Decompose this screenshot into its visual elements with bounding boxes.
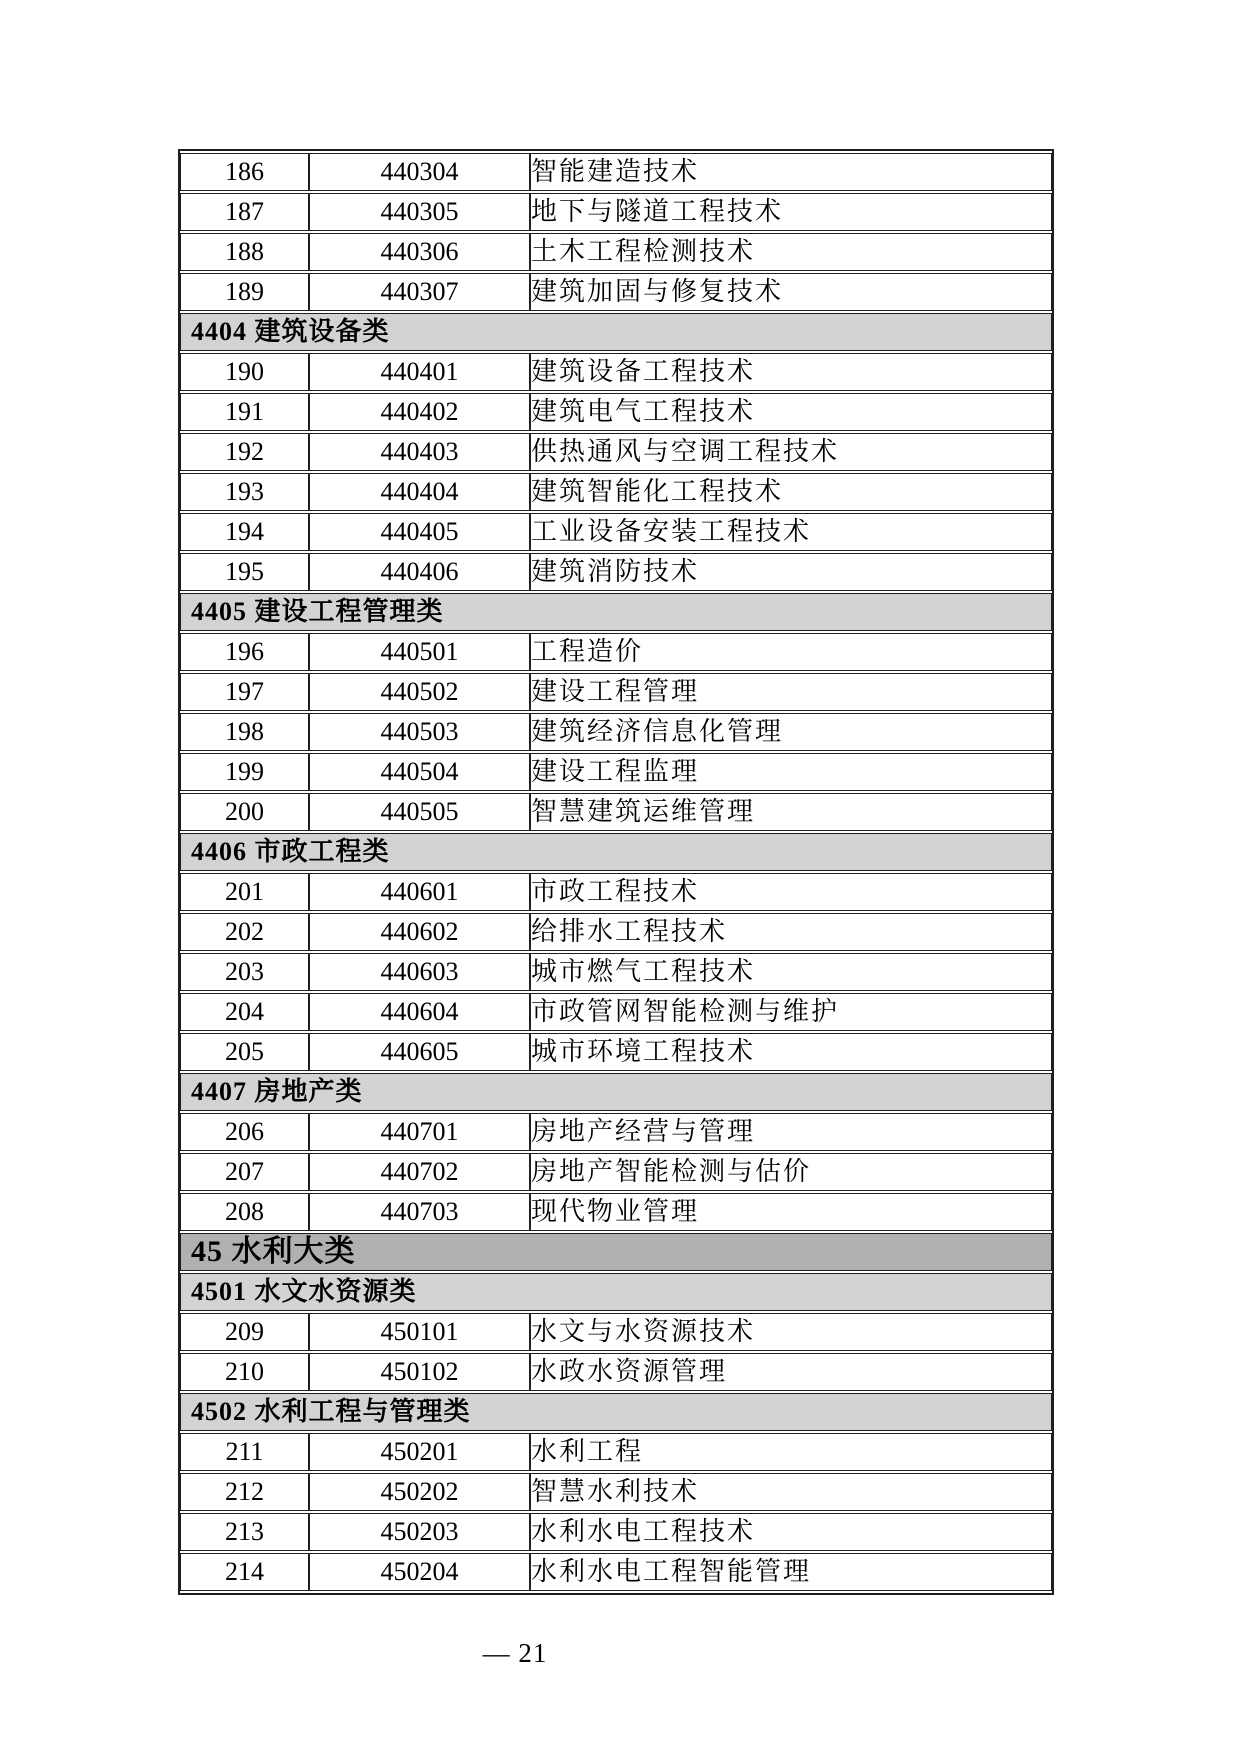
code-cell: 440306 <box>309 233 530 271</box>
code-cell: 440602 <box>309 913 530 951</box>
seq-cell: 193 <box>180 473 309 511</box>
code-cell: 450201 <box>309 1433 530 1471</box>
page-footer <box>0 1638 1030 1669</box>
table-row <box>180 953 1052 991</box>
seq-cell: 202 <box>180 913 309 951</box>
code-cell: 440401 <box>309 353 530 391</box>
table-row <box>180 273 1052 311</box>
category-header-row <box>180 313 1052 351</box>
seq-cell: 207 <box>180 1153 309 1191</box>
code-cell: 440404 <box>309 473 530 511</box>
major-name-cell: 工程造价 <box>530 633 1052 671</box>
table-row <box>180 1353 1052 1391</box>
major-name-cell: 市政管网智能检测与维护 <box>530 993 1052 1031</box>
major-name-cell: 房地产经营与管理 <box>530 1113 1052 1151</box>
majors-table-body <box>180 153 1052 1591</box>
seq-cell: 199 <box>180 753 309 791</box>
major-name-cell: 土木工程检测技术 <box>530 233 1052 271</box>
major-name-cell: 房地产智能检测与估价 <box>530 1153 1052 1191</box>
major-name-cell: 城市环境工程技术 <box>530 1033 1052 1071</box>
category-header-row <box>180 593 1052 631</box>
seq-cell: 205 <box>180 1033 309 1071</box>
seq-cell: 204 <box>180 993 309 1031</box>
seq-cell: 214 <box>180 1553 309 1591</box>
table-row <box>180 1313 1052 1351</box>
table-row <box>180 1513 1052 1551</box>
code-cell: 440406 <box>309 553 530 591</box>
table-row <box>180 993 1052 1031</box>
table-row <box>180 233 1052 271</box>
seq-cell: 213 <box>180 1513 309 1551</box>
major-name-cell: 智慧水利技术 <box>530 1473 1052 1511</box>
seq-cell: 187 <box>180 193 309 231</box>
table-row <box>180 1433 1052 1471</box>
major-name-cell: 智慧建筑运维管理 <box>530 793 1052 831</box>
category-header-label: 4406 市政工程类 <box>180 833 1052 871</box>
category-header-row <box>180 1273 1052 1311</box>
table-row <box>180 1113 1052 1151</box>
table-row <box>180 1553 1052 1591</box>
code-cell: 440304 <box>309 153 530 191</box>
major-name-cell: 建筑设备工程技术 <box>530 353 1052 391</box>
code-cell: 440501 <box>309 633 530 671</box>
code-cell: 450202 <box>309 1473 530 1511</box>
category-header-label: 4405 建设工程管理类 <box>180 593 1052 631</box>
major-name-cell: 建筑电气工程技术 <box>530 393 1052 431</box>
seq-cell: 201 <box>180 873 309 911</box>
major-name-cell: 建筑智能化工程技术 <box>530 473 1052 511</box>
table-row <box>180 1473 1052 1511</box>
table-row <box>180 1033 1052 1071</box>
major-name-cell: 建设工程管理 <box>530 673 1052 711</box>
seq-cell: 210 <box>180 1353 309 1391</box>
category-header-label: 4407 房地产类 <box>180 1073 1052 1111</box>
category-header-label: 4502 水利工程与管理类 <box>180 1393 1052 1431</box>
seq-cell: 189 <box>180 273 309 311</box>
code-cell: 450102 <box>309 1353 530 1391</box>
major-name-cell: 智能建造技术 <box>530 153 1052 191</box>
code-cell: 440605 <box>309 1033 530 1071</box>
major-name-cell: 建筑加固与修复技术 <box>530 273 1052 311</box>
code-cell: 440405 <box>309 513 530 551</box>
category-header-row <box>180 833 1052 871</box>
major-name-cell: 市政工程技术 <box>530 873 1052 911</box>
major-name-cell: 水利水电工程智能管理 <box>530 1553 1052 1591</box>
major-name-cell: 现代物业管理 <box>530 1193 1052 1231</box>
code-cell: 440702 <box>309 1153 530 1191</box>
code-cell: 440505 <box>309 793 530 831</box>
major-name-cell: 水政水资源管理 <box>530 1353 1052 1391</box>
seq-cell: 208 <box>180 1193 309 1231</box>
seq-cell: 188 <box>180 233 309 271</box>
seq-cell: 191 <box>180 393 309 431</box>
major-name-cell: 给排水工程技术 <box>530 913 1052 951</box>
code-cell: 440601 <box>309 873 530 911</box>
seq-cell: 192 <box>180 433 309 471</box>
table-row <box>180 753 1052 791</box>
code-cell: 440603 <box>309 953 530 991</box>
code-cell: 450204 <box>309 1553 530 1591</box>
table-row <box>180 193 1052 231</box>
category-header-label: 4404 建筑设备类 <box>180 313 1052 351</box>
majors-table <box>178 149 1054 1595</box>
major-name-cell: 水利工程 <box>530 1433 1052 1471</box>
category-header-label: 4501 水文水资源类 <box>180 1273 1052 1311</box>
table-row <box>180 913 1052 951</box>
table-row <box>180 393 1052 431</box>
seq-cell: 212 <box>180 1473 309 1511</box>
code-cell: 440305 <box>309 193 530 231</box>
table-row <box>180 353 1052 391</box>
seq-cell: 198 <box>180 713 309 751</box>
table-row <box>180 553 1052 591</box>
code-cell: 440701 <box>309 1113 530 1151</box>
major-header-row <box>180 1233 1052 1271</box>
code-cell: 440503 <box>309 713 530 751</box>
code-cell: 440403 <box>309 433 530 471</box>
seq-cell: 194 <box>180 513 309 551</box>
major-name-cell: 水文与水资源技术 <box>530 1313 1052 1351</box>
code-cell: 440307 <box>309 273 530 311</box>
seq-cell: 197 <box>180 673 309 711</box>
table-row <box>180 713 1052 751</box>
seq-cell: 195 <box>180 553 309 591</box>
major-name-cell: 建筑经济信息化管理 <box>530 713 1052 751</box>
seq-cell: 203 <box>180 953 309 991</box>
seq-cell: 200 <box>180 793 309 831</box>
code-cell: 440502 <box>309 673 530 711</box>
seq-cell: 190 <box>180 353 309 391</box>
table-row <box>180 673 1052 711</box>
seq-cell: 211 <box>180 1433 309 1471</box>
table-row <box>180 513 1052 551</box>
table-row <box>180 433 1052 471</box>
table-row <box>180 793 1052 831</box>
major-name-cell: 水利水电工程技术 <box>530 1513 1052 1551</box>
seq-cell: 209 <box>180 1313 309 1351</box>
page-number: — 21 <box>482 1638 548 1668</box>
code-cell: 450203 <box>309 1513 530 1551</box>
table-row <box>180 873 1052 911</box>
code-cell: 440504 <box>309 753 530 791</box>
table-row <box>180 633 1052 671</box>
major-header-label: 45 水利大类 <box>180 1233 1052 1271</box>
seq-cell: 186 <box>180 153 309 191</box>
major-name-cell: 工业设备安装工程技术 <box>530 513 1052 551</box>
table-row <box>180 473 1052 511</box>
code-cell: 440604 <box>309 993 530 1031</box>
category-header-row <box>180 1073 1052 1111</box>
table-row <box>180 1153 1052 1191</box>
major-name-cell: 城市燃气工程技术 <box>530 953 1052 991</box>
table-row <box>180 1193 1052 1231</box>
code-cell: 440703 <box>309 1193 530 1231</box>
table-row <box>180 153 1052 191</box>
code-cell: 450101 <box>309 1313 530 1351</box>
major-name-cell: 建设工程监理 <box>530 753 1052 791</box>
major-name-cell: 建筑消防技术 <box>530 553 1052 591</box>
major-name-cell: 地下与隧道工程技术 <box>530 193 1052 231</box>
seq-cell: 206 <box>180 1113 309 1151</box>
seq-cell: 196 <box>180 633 309 671</box>
major-name-cell: 供热通风与空调工程技术 <box>530 433 1052 471</box>
category-header-row <box>180 1393 1052 1431</box>
code-cell: 440402 <box>309 393 530 431</box>
